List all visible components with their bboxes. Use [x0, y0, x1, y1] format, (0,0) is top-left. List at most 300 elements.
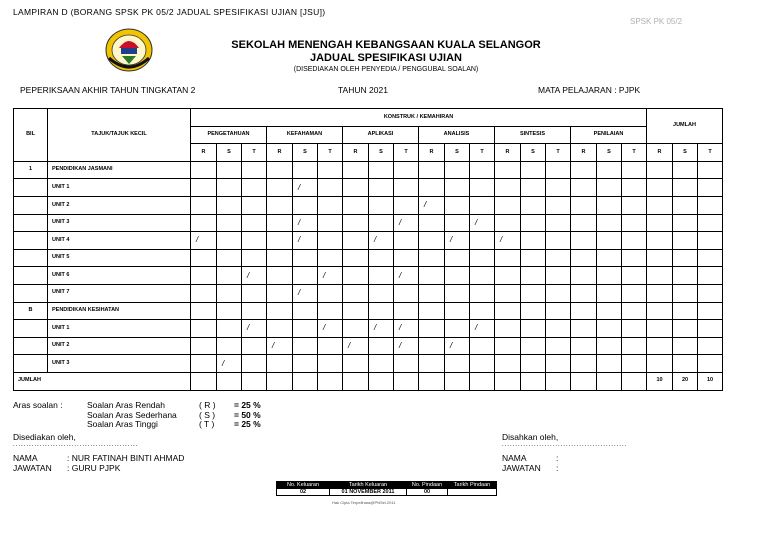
- empty-cell: [191, 196, 217, 214]
- skill-header: KEFAHAMAN: [267, 126, 343, 144]
- level-header: S: [597, 144, 622, 162]
- empty-cell: [546, 267, 571, 285]
- empty-cell: [698, 232, 723, 250]
- tick-mark: /: [369, 320, 394, 338]
- empty-cell: [445, 320, 470, 338]
- row-title: UNIT 1: [48, 179, 191, 197]
- level-header: T: [546, 144, 571, 162]
- empty-cell: [597, 372, 622, 390]
- prepared-nama-label: NAMA: [13, 453, 38, 463]
- empty-cell: [191, 337, 217, 355]
- empty-cell: [191, 179, 217, 197]
- empty-cell: [571, 161, 597, 179]
- empty-cell: [470, 372, 495, 390]
- empty-cell: [318, 179, 343, 197]
- empty-cell: [521, 337, 546, 355]
- empty-cell: [521, 249, 546, 267]
- empty-cell: [470, 302, 495, 320]
- level-header: R: [267, 144, 293, 162]
- row-bil: [14, 337, 48, 355]
- empty-cell: [419, 372, 445, 390]
- empty-cell: [191, 372, 217, 390]
- empty-cell: [597, 196, 622, 214]
- empty-cell: [343, 179, 369, 197]
- empty-cell: [622, 196, 647, 214]
- empty-cell: [318, 284, 343, 302]
- tick-mark: /: [343, 337, 369, 355]
- empty-cell: [470, 232, 495, 250]
- empty-cell: [622, 372, 647, 390]
- empty-cell: [647, 249, 673, 267]
- empty-cell: [470, 267, 495, 285]
- approved-by-label: Disahkan oleh,: [502, 432, 559, 442]
- row-bil: [14, 284, 48, 302]
- level-header: R: [419, 144, 445, 162]
- empty-cell: [242, 179, 267, 197]
- tick-mark: /: [445, 232, 470, 250]
- subject-name: MATA PELAJARAN : PJPK: [538, 85, 641, 95]
- prepared-nama-value: : NUR FATINAH BINTI AHMAD: [67, 453, 185, 463]
- level-header: T: [698, 144, 723, 162]
- empty-cell: [698, 320, 723, 338]
- no-keluaran-value: 02: [277, 489, 330, 496]
- aras-codes: [199, 401, 216, 430]
- tick-mark: /: [242, 267, 267, 285]
- empty-cell: [622, 284, 647, 302]
- approved-nama-label: NAMA: [502, 453, 527, 463]
- total-value: 10: [647, 372, 673, 390]
- jumlah-header: JUMLAH: [647, 109, 723, 144]
- empty-cell: [622, 249, 647, 267]
- tarikh-keluaran-header: Tarikh Keluaran: [330, 482, 407, 489]
- empty-cell: [217, 214, 242, 232]
- empty-cell: [521, 284, 546, 302]
- empty-cell: [217, 249, 242, 267]
- empty-cell: [521, 161, 546, 179]
- level-header: S: [293, 144, 318, 162]
- empty-cell: [445, 355, 470, 373]
- empty-cell: [647, 337, 673, 355]
- empty-cell: [343, 267, 369, 285]
- empty-cell: [546, 320, 571, 338]
- empty-cell: [495, 355, 521, 373]
- empty-cell: [546, 196, 571, 214]
- empty-cell: [546, 372, 571, 390]
- empty-cell: [445, 372, 470, 390]
- empty-cell: [267, 232, 293, 250]
- empty-cell: [521, 302, 546, 320]
- aras-rendah: Soalan Aras Rendah: [87, 400, 165, 410]
- empty-cell: [267, 320, 293, 338]
- empty-cell: [622, 320, 647, 338]
- empty-cell: [673, 337, 698, 355]
- empty-cell: [394, 302, 419, 320]
- empty-cell: [597, 214, 622, 232]
- empty-cell: [470, 355, 495, 373]
- empty-cell: [622, 179, 647, 197]
- empty-cell: [521, 267, 546, 285]
- empty-cell: [267, 161, 293, 179]
- skill-header: ANALISIS: [419, 126, 495, 144]
- no-pindaan-value: 00: [407, 489, 448, 496]
- empty-cell: [622, 161, 647, 179]
- empty-cell: [419, 232, 445, 250]
- level-header: T: [622, 144, 647, 162]
- tick-mark: /: [242, 320, 267, 338]
- empty-cell: [546, 337, 571, 355]
- empty-cell: [571, 249, 597, 267]
- revision-table: [276, 481, 497, 496]
- empty-cell: [445, 284, 470, 302]
- empty-cell: [267, 302, 293, 320]
- empty-cell: [571, 372, 597, 390]
- empty-cell: [217, 232, 242, 250]
- empty-cell: [445, 179, 470, 197]
- empty-cell: [242, 214, 267, 232]
- empty-cell: [293, 267, 318, 285]
- empty-cell: [369, 372, 394, 390]
- empty-cell: [267, 179, 293, 197]
- empty-cell: [495, 337, 521, 355]
- empty-cell: [546, 355, 571, 373]
- empty-cell: [242, 249, 267, 267]
- empty-cell: [318, 302, 343, 320]
- empty-cell: [495, 214, 521, 232]
- level-header: T: [470, 144, 495, 162]
- empty-cell: [698, 337, 723, 355]
- empty-cell: [343, 232, 369, 250]
- table-row: [14, 232, 723, 250]
- empty-cell: [394, 161, 419, 179]
- specification-table: [13, 108, 723, 391]
- empty-cell: [419, 249, 445, 267]
- empty-cell: [267, 267, 293, 285]
- empty-cell: [318, 232, 343, 250]
- level-header: T: [394, 144, 419, 162]
- empty-cell: [571, 214, 597, 232]
- empty-cell: [470, 161, 495, 179]
- row-title: UNIT 5: [48, 249, 191, 267]
- empty-cell: [267, 372, 293, 390]
- empty-cell: [242, 196, 267, 214]
- empty-cell: [495, 196, 521, 214]
- empty-cell: [267, 355, 293, 373]
- empty-cell: [293, 249, 318, 267]
- empty-cell: [673, 267, 698, 285]
- aras-percent-t: = 25 %: [234, 419, 261, 429]
- tick-mark: /: [191, 232, 217, 250]
- level-header: R: [571, 144, 597, 162]
- row-title: UNIT 7: [48, 284, 191, 302]
- empty-cell: [546, 284, 571, 302]
- level-header: S: [217, 144, 242, 162]
- aras-percent-s: = 50 %: [234, 409, 261, 420]
- empty-cell: [419, 284, 445, 302]
- empty-cell: [343, 161, 369, 179]
- level-header: S: [445, 144, 470, 162]
- table-row: [14, 214, 723, 232]
- empty-cell: [571, 179, 597, 197]
- total-value: 20: [673, 372, 698, 390]
- row-bil: [14, 232, 48, 250]
- empty-cell: [394, 284, 419, 302]
- total-row: [14, 372, 723, 390]
- empty-cell: [242, 232, 267, 250]
- aras-names: [87, 401, 177, 430]
- table-row: [14, 267, 723, 285]
- aras-percent-r: = 25 %: [234, 400, 261, 410]
- empty-cell: [673, 161, 698, 179]
- tick-mark: /: [394, 320, 419, 338]
- empty-cell: [394, 179, 419, 197]
- prepared-jawatan-label: JAWATAN: [13, 463, 52, 473]
- row-title: UNIT 3: [48, 355, 191, 373]
- row-title: PENDIDIKAN JASMANI: [48, 161, 191, 179]
- tick-mark: /: [394, 337, 419, 355]
- level-header: T: [242, 144, 267, 162]
- empty-cell: [191, 214, 217, 232]
- row-title: UNIT 2: [48, 196, 191, 214]
- empty-cell: [698, 302, 723, 320]
- level-header: T: [318, 144, 343, 162]
- row-bil: [14, 320, 48, 338]
- empty-cell: [267, 284, 293, 302]
- empty-cell: [698, 161, 723, 179]
- empty-cell: [597, 161, 622, 179]
- empty-cell: [647, 302, 673, 320]
- empty-cell: [622, 337, 647, 355]
- empty-cell: [419, 214, 445, 232]
- empty-cell: [698, 249, 723, 267]
- empty-cell: [495, 179, 521, 197]
- empty-cell: [647, 267, 673, 285]
- total-value: 10: [698, 372, 723, 390]
- empty-cell: [419, 161, 445, 179]
- tick-mark: /: [394, 214, 419, 232]
- empty-cell: [673, 179, 698, 197]
- empty-cell: [343, 320, 369, 338]
- empty-cell: [470, 284, 495, 302]
- empty-cell: [191, 284, 217, 302]
- tick-mark: /: [445, 337, 470, 355]
- empty-cell: [698, 284, 723, 302]
- empty-cell: [673, 320, 698, 338]
- empty-cell: [597, 249, 622, 267]
- empty-cell: [470, 249, 495, 267]
- aras-code-s: ( S ): [199, 409, 216, 420]
- level-header: R: [191, 144, 217, 162]
- empty-cell: [673, 196, 698, 214]
- row-bil: [14, 196, 48, 214]
- table-row: [14, 284, 723, 302]
- empty-cell: [369, 249, 394, 267]
- empty-cell: [419, 302, 445, 320]
- empty-cell: [571, 284, 597, 302]
- aras-tinggi: Soalan Aras Tinggi: [87, 419, 158, 429]
- empty-cell: [521, 232, 546, 250]
- table-row: [14, 337, 723, 355]
- empty-cell: [394, 249, 419, 267]
- empty-cell: [191, 249, 217, 267]
- row-title: UNIT 6: [48, 267, 191, 285]
- empty-cell: [419, 320, 445, 338]
- tick-mark: /: [293, 232, 318, 250]
- empty-cell: [445, 249, 470, 267]
- empty-cell: [546, 232, 571, 250]
- empty-cell: [217, 196, 242, 214]
- school-name: SEKOLAH MENENGAH KEBANGSAAN KUALA SELANGOR: [231, 39, 541, 51]
- skill-header: PENGETAHUAN: [191, 126, 267, 144]
- empty-cell: [698, 179, 723, 197]
- empty-cell: [673, 249, 698, 267]
- document-title: JADUAL SPESIFIKASI UJIAN: [310, 52, 462, 64]
- empty-cell: [217, 161, 242, 179]
- empty-cell: [698, 214, 723, 232]
- aras-label: Aras soalan :: [13, 400, 63, 410]
- empty-cell: [242, 372, 267, 390]
- level-header: S: [521, 144, 546, 162]
- empty-cell: [597, 232, 622, 250]
- empty-cell: [369, 302, 394, 320]
- empty-cell: [369, 196, 394, 214]
- empty-cell: [647, 355, 673, 373]
- lampiran-heading: LAMPIRAN D (BORANG SPSK PK 05/2 JADUAL SPESIFIKASI UJIAN [JSU]): [13, 7, 326, 17]
- row-bil: [14, 267, 48, 285]
- tajuk-header: TAJUK/TAJUK KECIL: [48, 109, 191, 162]
- aras-sederhana: Soalan Aras Sederhana: [87, 409, 177, 420]
- empty-cell: [571, 232, 597, 250]
- tick-mark: /: [293, 214, 318, 232]
- konstruk-header: KONSTRUK / KEMAHIRAN: [191, 109, 647, 127]
- tick-mark: /: [293, 284, 318, 302]
- empty-cell: [622, 355, 647, 373]
- empty-cell: [293, 372, 318, 390]
- empty-cell: [293, 302, 318, 320]
- empty-cell: [647, 232, 673, 250]
- empty-cell: [495, 284, 521, 302]
- empty-cell: [470, 196, 495, 214]
- tick-mark: /: [318, 320, 343, 338]
- empty-cell: [293, 320, 318, 338]
- empty-cell: [191, 355, 217, 373]
- empty-cell: [343, 284, 369, 302]
- table-row: [14, 355, 723, 373]
- skill-header: PENILAIAN: [571, 126, 647, 144]
- empty-cell: [546, 302, 571, 320]
- empty-cell: [343, 196, 369, 214]
- level-header: R: [343, 144, 369, 162]
- approved-jawatan-label: JAWATAN: [502, 463, 541, 473]
- empty-cell: [597, 179, 622, 197]
- empty-cell: [217, 267, 242, 285]
- empty-cell: [521, 372, 546, 390]
- empty-cell: [191, 161, 217, 179]
- empty-cell: [369, 337, 394, 355]
- empty-cell: [673, 284, 698, 302]
- empty-cell: [293, 337, 318, 355]
- empty-cell: [521, 320, 546, 338]
- empty-cell: [597, 337, 622, 355]
- empty-cell: [546, 249, 571, 267]
- empty-cell: [318, 161, 343, 179]
- empty-cell: [521, 355, 546, 373]
- empty-cell: [495, 320, 521, 338]
- empty-cell: [267, 249, 293, 267]
- tick-mark: /: [470, 214, 495, 232]
- row-bil: B: [14, 302, 48, 320]
- empty-cell: [318, 249, 343, 267]
- copyright-note: Hak Cipta Terpelihara@PNSel.2011: [332, 500, 396, 505]
- no-pindaan-header: No. Pindaan: [407, 482, 448, 489]
- empty-cell: [571, 337, 597, 355]
- empty-cell: [495, 372, 521, 390]
- empty-cell: [597, 284, 622, 302]
- row-bil: [14, 249, 48, 267]
- empty-cell: [242, 355, 267, 373]
- empty-cell: [419, 179, 445, 197]
- empty-cell: [217, 179, 242, 197]
- level-header: S: [369, 144, 394, 162]
- prepared-signature-line: ...............................................: [13, 442, 139, 448]
- empty-cell: [673, 214, 698, 232]
- empty-cell: [191, 302, 217, 320]
- empty-cell: [318, 372, 343, 390]
- empty-cell: [495, 161, 521, 179]
- empty-cell: [673, 302, 698, 320]
- empty-cell: [571, 355, 597, 373]
- level-header: R: [495, 144, 521, 162]
- empty-cell: [647, 196, 673, 214]
- bil-header: BIL: [14, 109, 48, 162]
- tick-mark: /: [217, 355, 242, 373]
- approved-jawatan-value: :: [556, 463, 559, 473]
- empty-cell: [419, 355, 445, 373]
- empty-cell: [597, 267, 622, 285]
- row-bil: 1: [14, 161, 48, 179]
- empty-cell: [546, 161, 571, 179]
- level-header: R: [647, 144, 673, 162]
- empty-cell: [343, 214, 369, 232]
- approved-nama-value: :: [556, 453, 559, 463]
- empty-cell: [521, 214, 546, 232]
- skill-header: APLIKASI: [343, 126, 419, 144]
- empty-cell: [647, 284, 673, 302]
- table-row: [14, 196, 723, 214]
- empty-cell: [622, 232, 647, 250]
- approved-signature-line: ...............................................: [502, 442, 628, 448]
- tarikh-keluaran-value: 01 NOVEMBER 2011: [330, 489, 407, 496]
- empty-cell: [495, 249, 521, 267]
- empty-cell: [242, 337, 267, 355]
- aras-percents: [234, 401, 261, 430]
- table-row: [14, 179, 723, 197]
- section-row: [14, 161, 723, 179]
- empty-cell: [217, 320, 242, 338]
- empty-cell: [217, 372, 242, 390]
- tick-mark: /: [318, 267, 343, 285]
- section-row: [14, 302, 723, 320]
- row-title: UNIT 3: [48, 214, 191, 232]
- empty-cell: [622, 267, 647, 285]
- empty-cell: [242, 161, 267, 179]
- empty-cell: [571, 320, 597, 338]
- empty-cell: [343, 372, 369, 390]
- skill-header: SINTESIS: [495, 126, 571, 144]
- empty-cell: [571, 267, 597, 285]
- empty-cell: [622, 214, 647, 232]
- tarikh-pindaan-header: Tarikh Pindaan: [448, 482, 497, 489]
- empty-cell: [293, 355, 318, 373]
